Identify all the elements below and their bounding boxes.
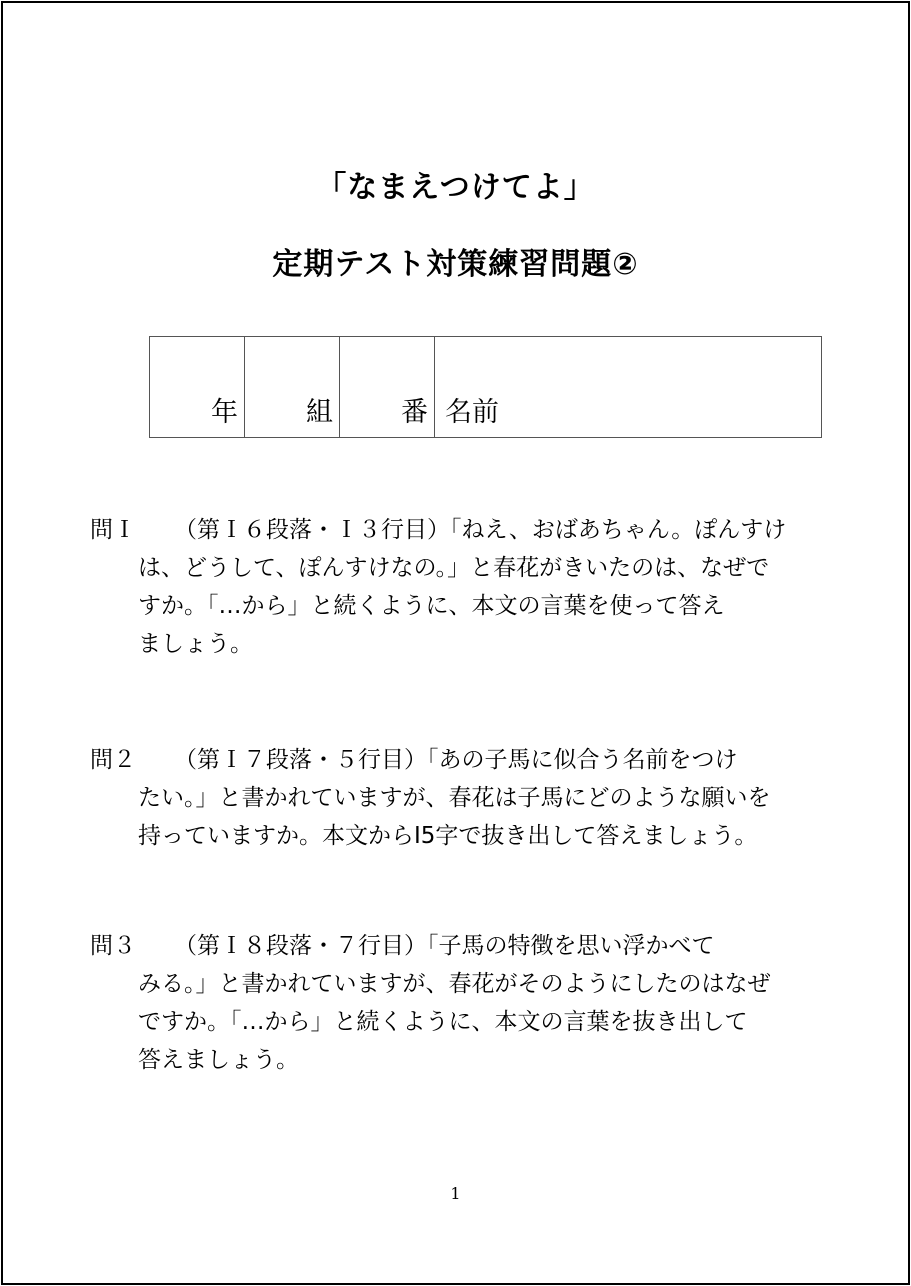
question-line: [90, 741, 850, 779]
question-text: たい。」と書かれていますが、春花は子馬にどのような願いを: [138, 785, 771, 811]
question-text: （第Ｉ８段落・７行目）「子馬の特徴を思い浮かべて: [174, 933, 715, 959]
class-field[interactable]: [245, 337, 340, 437]
class-label: 組: [306, 397, 333, 428]
question-text: 答えましょう。: [138, 1047, 299, 1073]
question-label: 問２: [90, 747, 136, 773]
question-text: は、どうして、ぽんすけなの。」と春花がきいたのは、なぜで: [138, 555, 770, 581]
document-subtitle: 定期テスト対策練習問題②: [272, 247, 639, 282]
question-text: ですか。「…から」と続くように、本文の言葉を抜き出して: [138, 1009, 748, 1035]
name-field[interactable]: [435, 337, 821, 437]
student-info-table: [149, 336, 822, 438]
document-title: 「なまえつけてよ」: [316, 170, 595, 205]
student-number-field[interactable]: [340, 337, 435, 437]
question-text: みる。」と書かれていますが、春花がそのようにしたのはなぜ: [138, 971, 771, 997]
year-label: 年: [211, 397, 238, 428]
question-2: [90, 741, 850, 855]
name-label: 名前: [445, 397, 499, 428]
question-1: [90, 511, 850, 663]
question-line: [90, 511, 850, 549]
question-label: 問３: [90, 933, 136, 959]
student-number-label: 番: [401, 397, 428, 428]
page-number: 1: [450, 1184, 461, 1203]
year-field[interactable]: [150, 337, 245, 437]
question-text: （第Ｉ６段落・Ｉ３行目）「ねえ、おばあちゃん。ぽんすけ: [174, 517, 787, 543]
question-text: すか。「…から」と続くように、本文の言葉を使って答え: [138, 593, 725, 619]
question-text: ましょう。: [138, 631, 253, 657]
question-text: 持っていますか。本文からI5字で抜き出して答えましょう。: [138, 823, 758, 849]
question-label: 問Ｉ: [90, 517, 136, 543]
question-3: [90, 927, 850, 1079]
question-line: [90, 927, 850, 965]
question-text: （第Ｉ７段落・５行目）「あの子馬に似合う名前をつけ: [174, 747, 738, 773]
